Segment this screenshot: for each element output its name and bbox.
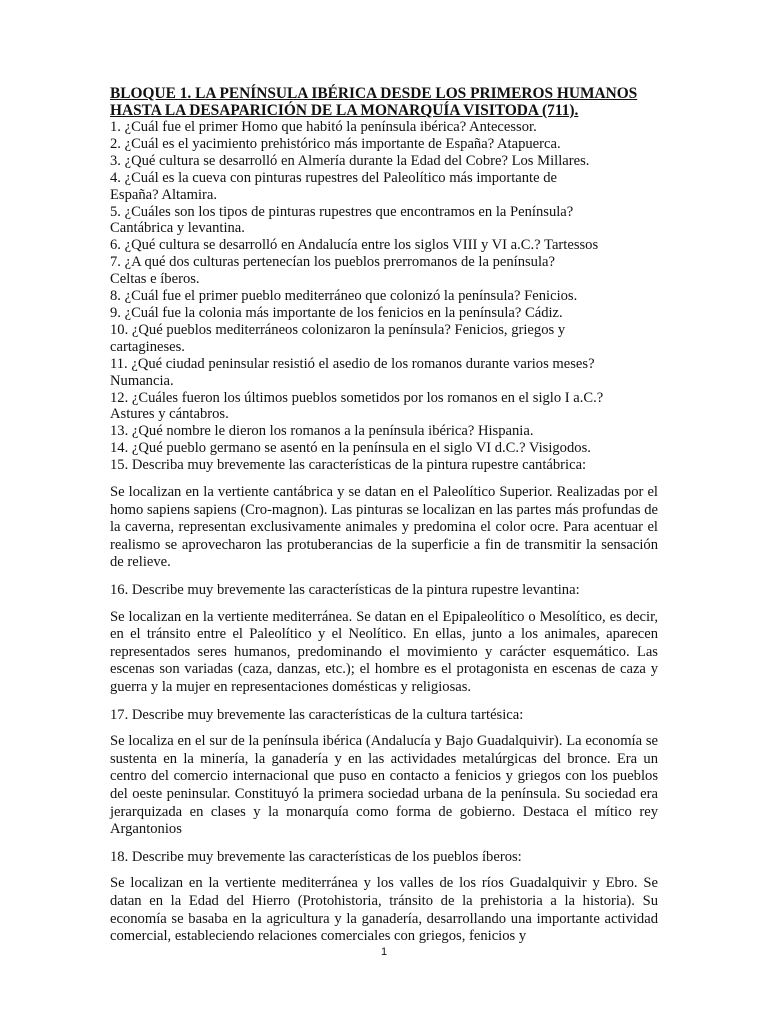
answer-17-paragraph: Se localiza en el sur de la península ibérica (Andalucía y Bajo Guadalquivir). La economía se sustenta en la minería, la ganadería y en las actividades metalúrgicas del bronce. Era un centro del comercio internacional que puso en contacto a fenicios y griegos con los pueblos del oeste peninsular. Constituyó la primera sociedad urbana de la península. Su sociedad era jerarquizada en clases y la monarquía como forma de gobierno. Destaca el mítico rey Argantonios — [110, 733, 658, 838]
answer-15-paragraph: Se localizan en la vertiente cantábrica y se datan en el Paleolítico Superior. Realizadas por el homo sapiens sapiens (Cro-magnon). Las pinturas se localizan en las partes más profundas de la caverna, representan exclusivamente animales y predomina el color ocre. Para acentuar el realismo se aprovecharon las protuberancias de la superficie a fin de transmitir la sensación de relieve. — [110, 484, 658, 571]
page-number: 1 — [380, 946, 388, 958]
qa-line: 3. ¿Qué cultura se desarrolló en Almería durante la Edad del Cobre? Los Millares. — [110, 152, 590, 169]
qa-line: 13. ¿Qué nombre le dieron los romanos a la península ibérica? Hispania. — [110, 423, 534, 440]
qa-line: 9. ¿Cuál fue la colonia más importante de los fenicios en la península? Cádiz. — [110, 304, 563, 321]
answer-18-paragraph: Se localizan en la vertiente mediterránea y los valles de los ríos Guadalquivir y Ebro. Se datan en la Edad del Hierro (Protohistoria, tránsito de la prehistoria a la historia). Su economía se basaba en la agricultura y la ganadería, desarrollando una importante actividad comercial, estableciendo relaciones comerciales con griegos, fenicios y — [110, 875, 658, 945]
qa-line: 11. ¿Qué ciudad peninsular resistió el asedio de los romanos durante varios meses? — [110, 355, 595, 372]
qa-line: Astures y cántabros. — [110, 406, 229, 423]
question-15: 15. Describa muy brevemente las características de la pintura rupestre cantábrica: — [110, 457, 587, 474]
qa-line: 4. ¿Cuál es la cueva con pinturas rupestres del Paleolítico más importante de — [110, 169, 557, 186]
qa-line: cartagineses. — [110, 338, 185, 355]
qa-line: 5. ¿Cuáles son los tipos de pinturas rupestres que encontramos en la Península? — [110, 203, 574, 220]
qa-line: 14. ¿Qué pueblo germano se asentó en la península en el siglo VI d.C.? Visigodos. — [110, 440, 591, 457]
qa-line: 1. ¿Cuál fue el primer Homo que habitó la península ibérica? Antecessor. — [110, 119, 537, 135]
qa-line: Celtas e íberos. — [110, 271, 200, 288]
question-18: 18. Describe muy brevemente las características de los pueblos íberos: — [110, 848, 522, 865]
question-16: 16. Describe muy brevemente las características de la pintura rupestre levantina: — [110, 582, 580, 598]
qa-line: 6. ¿Qué cultura se desarrolló en Andalucía entre los siglos VIII y VI a.C.? Tartessos — [110, 237, 599, 254]
document-page — [110, 85, 658, 946]
qa-line: 10. ¿Qué pueblos mediterráneos colonizaron la península? Fenicios, griegos y — [110, 321, 566, 338]
qa-line: 7. ¿A qué dos culturas pertenecían los pueblos prerromanos de la península? — [110, 254, 555, 271]
qa-line: Numancia. — [110, 372, 174, 389]
qa-line: 2. ¿Cuál es el yacimiento prehistórico más importante de España? Atapuerca. — [110, 135, 561, 152]
answer-16-paragraph: Se localizan en la vertiente mediterránea. Se datan en el Epipaleolítico o Mesolítico, es decir, en el tránsito entre el Paleolítico y el Neolítico. En ellas, junto a los animales, aparecen representados seres humanos, predominando el movimiento y carácter esquemático. Las escenas son variadas (caza, danzas, etc.); el hombre es el protagonista en escenas de caza y guerra y la mujer en representaciones domésticas y religiosas. — [110, 608, 658, 695]
qa-line: 8. ¿Cuál fue el primer pueblo mediterráneo que colonizó la península? Fenicios. — [110, 288, 578, 305]
qa-line: 12. ¿Cuáles fueron los últimos pueblos sometidos por los romanos en el siglo I a.C.? — [110, 389, 604, 406]
qa-list — [110, 119, 658, 474]
block-heading-line-2: HASTA LA DESAPARICIÓN DE LA MONARQUÍA VISITODA (711). — [110, 102, 579, 119]
qa-line: España? Altamira. — [110, 186, 217, 203]
block-heading-line-1: BLOQUE 1. LA PENÍNSULA IBÉRICA DESDE LOS PRIMEROS HUMANOS — [110, 85, 638, 102]
question-17: 17. Describe muy brevemente las características de la cultura tartésica: — [110, 706, 524, 723]
qa-line: Cantábrica y levantina. — [110, 220, 245, 237]
